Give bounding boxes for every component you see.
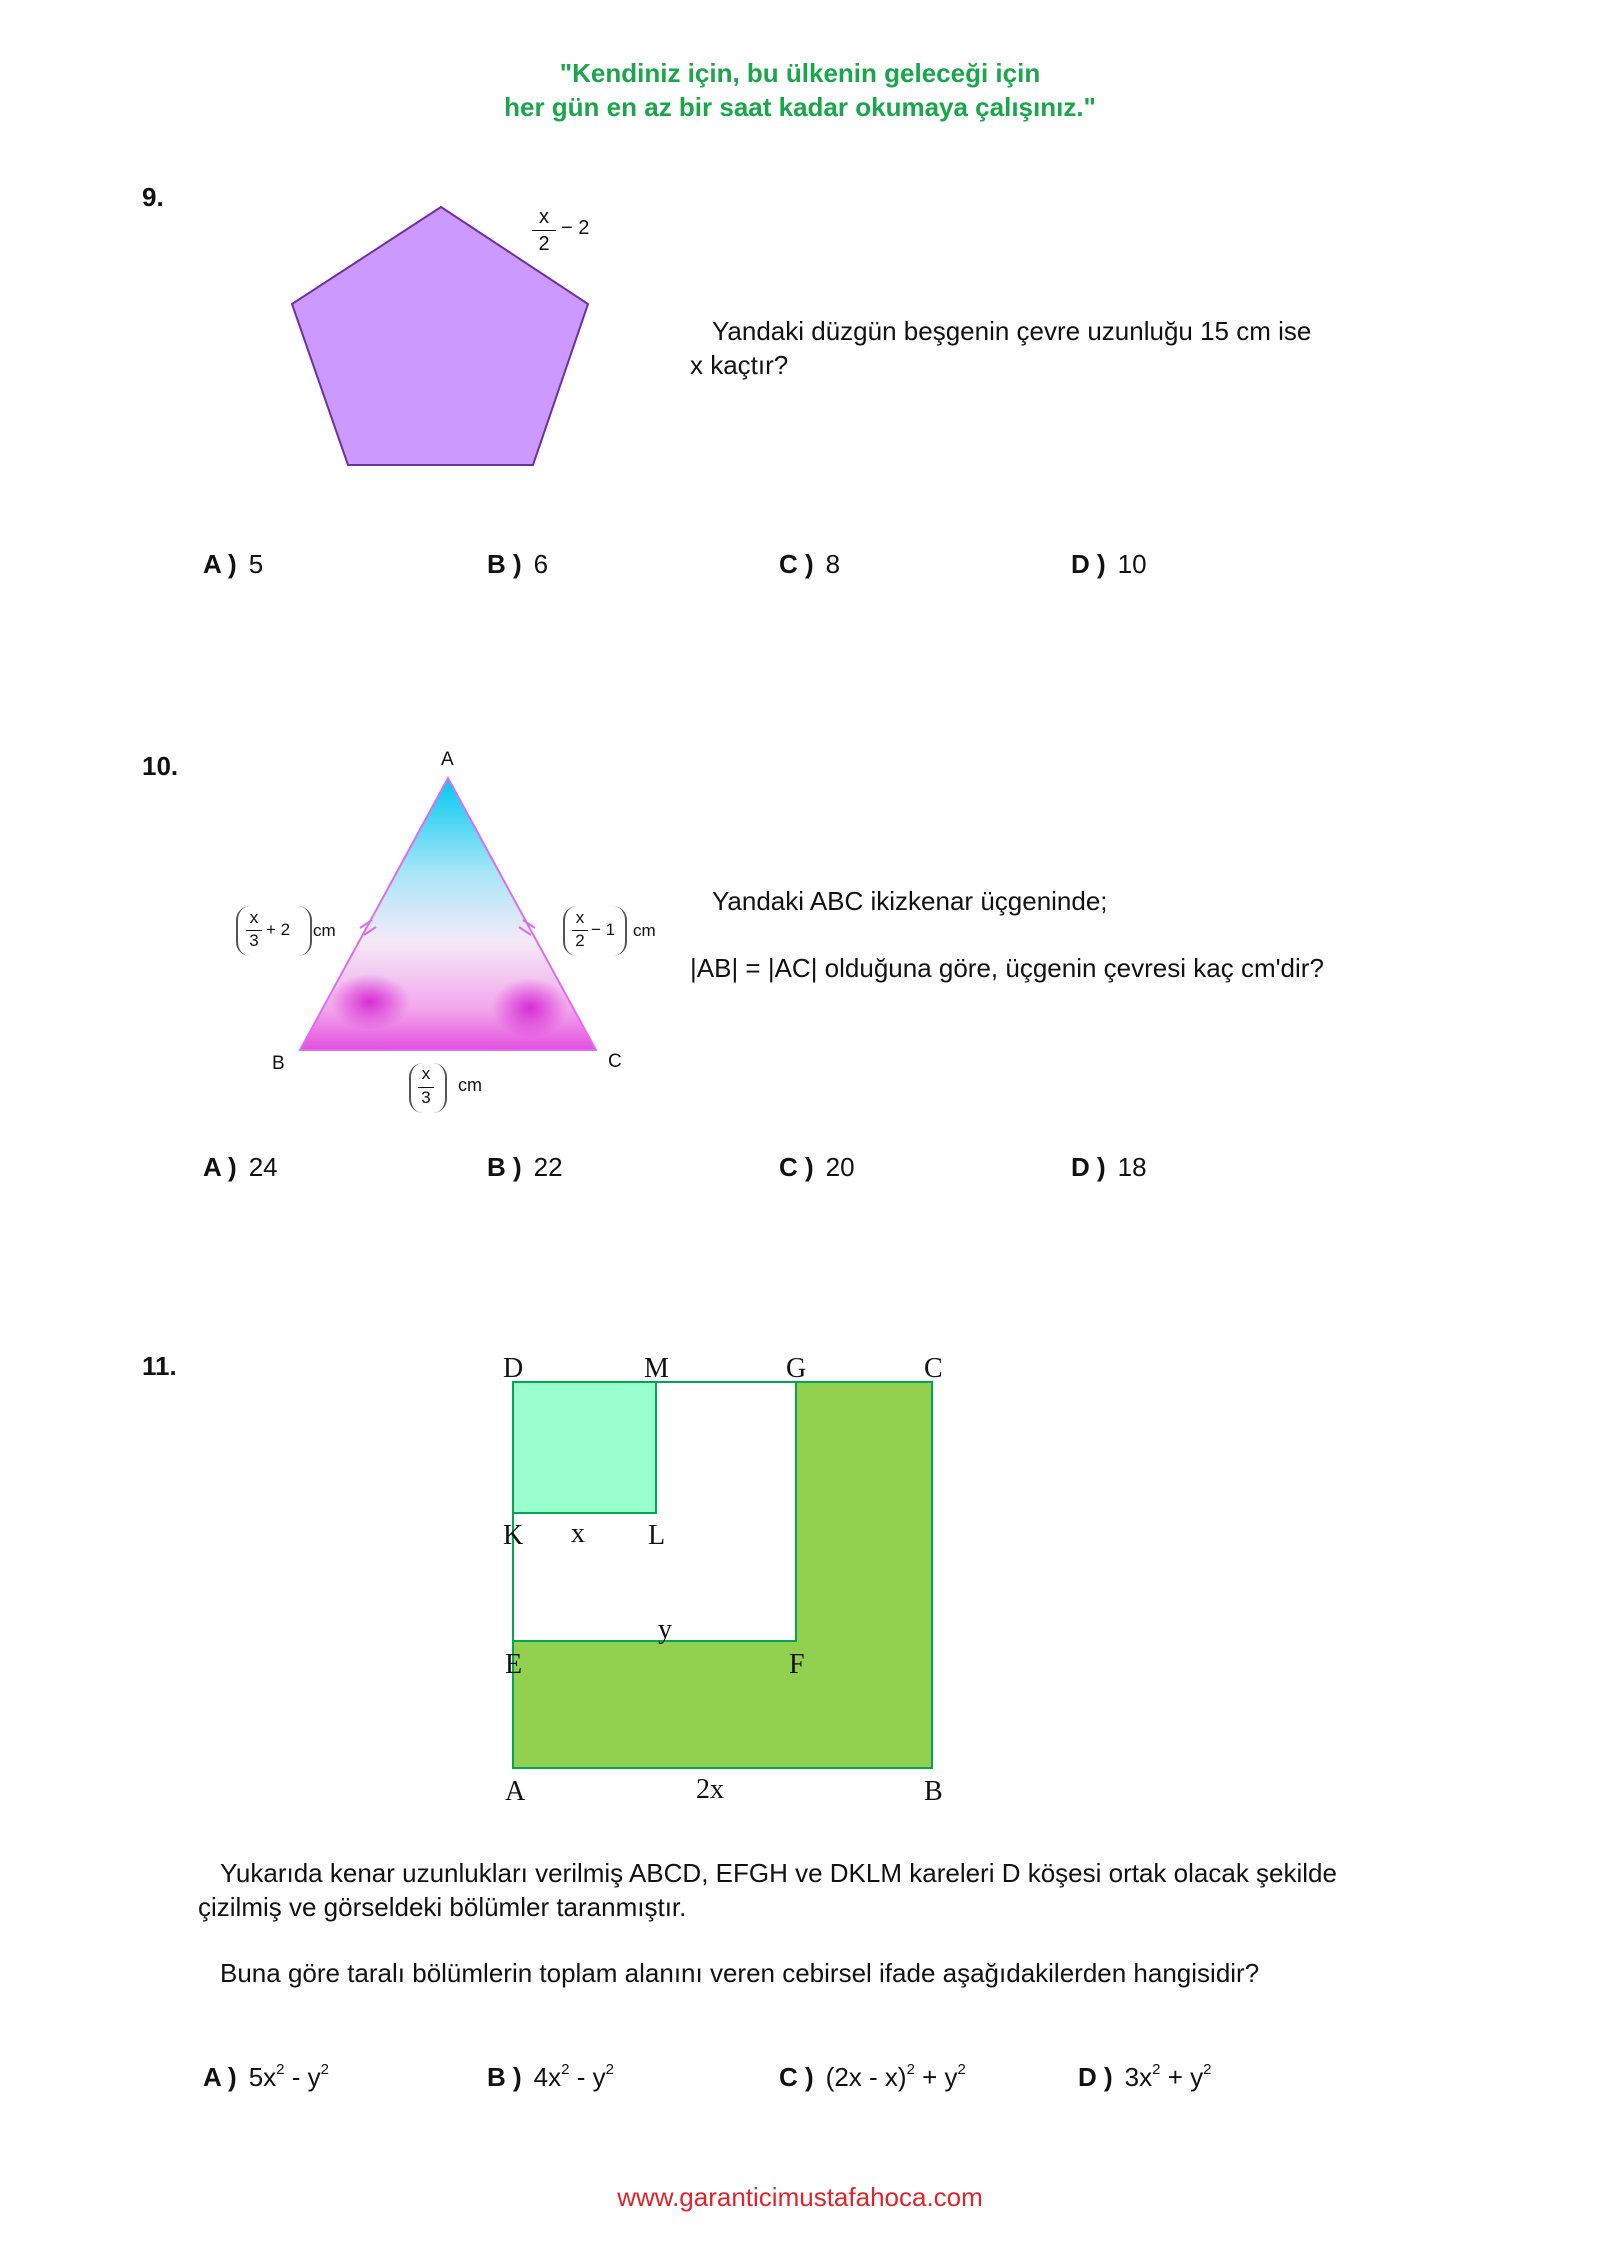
q9-option-a[interactable]: A ) 5 [203,549,264,579]
label-c: C [924,1353,943,1384]
left-label-num: x [249,908,259,927]
question-11-text-3: Buna göre taralı bölümlerin toplam alanını veren cebirsel ifade aşağıdakilerden hangisidir? [220,1958,1260,1988]
motto-line-2: her gün en az bir saat kadar okumaya çalışınız." [504,92,1096,122]
left-label-unit: cm [313,921,336,940]
label-b: B [924,1776,943,1807]
q11-option-c[interactable]: C ) $(2x - x)^2 + y^2$ [779,2061,966,2092]
vertex-c: C [608,1051,622,1072]
label-g: G [786,1353,807,1384]
squares-figure [500,1370,960,1790]
question-9-number: 9. [142,182,164,212]
right-label-den: 2 [575,931,585,950]
label-d: D [503,1353,524,1384]
vertex-a: A [441,749,454,770]
q9-option-d[interactable]: D ) 10 [1071,549,1147,579]
triangle-shade-right [492,978,568,1038]
q10-option-c[interactable]: C ) 20 [779,1152,855,1182]
motto-line-1: "Kendiniz için, bu ülkenin geleceği için [559,58,1041,88]
label-m: M [644,1353,669,1384]
right-label-num: x [575,908,585,927]
question-10-text-1: Yandaki ABC ikizkenar üçgeninde; [712,886,1108,916]
q11-option-b[interactable]: B ) $4x^2 - y^2$ [487,2061,614,2092]
vertex-b: B [272,1053,285,1074]
label-x: x [571,1518,585,1549]
left-label-den: 3 [249,931,259,950]
label-a: A [505,1776,526,1807]
pentagon-label-bar [532,230,556,231]
q10-option-b[interactable]: B ) 22 [487,1152,563,1182]
left-label-op: + 2 [266,920,291,939]
label-l: L [648,1520,666,1551]
q9-option-b[interactable]: B ) 6 [487,549,549,579]
question-9-text-2: x kaçtır? [690,350,789,380]
q11-option-a[interactable]: A ) $5x^2 - y^2$ [203,2061,329,2092]
right-label-unit: cm [633,921,656,940]
bottom-label-unit: cm [458,1075,482,1095]
q10-option-d[interactable]: D ) 18 [1071,1152,1147,1182]
pentagon-label-den: 2 [538,233,550,255]
question-10-number: 10. [142,751,179,781]
question-9-text-1: Yandaki düzgün beşgenin çevre uzunluğu 15 cm ise [712,316,1312,346]
q11-option-d[interactable]: D ) $3x^2 + y^2$ [1078,2061,1212,2092]
bottom-label-den: 3 [421,1088,431,1107]
question-10-text-2: |AB| = |AC| olduğuna göre, üçgenin çevresi kaç cm'dir? [690,953,1324,983]
label-2x: 2x [696,1774,724,1805]
label-y: y [658,1614,672,1645]
question-11-text-2: çizilmiş ve görseldeki bölümler taranmıştır. [198,1892,687,1922]
q10-option-a[interactable]: A ) 24 [203,1152,278,1182]
pentagon-label-minus: − 2 [561,217,590,239]
q9-option-c[interactable]: C ) 8 [779,549,841,579]
triangle-shade-left [330,974,410,1030]
footer-url[interactable]: www.garanticimustafahoca.com [617,2182,983,2212]
question-11-number: 11. [142,1351,177,1381]
question-11-text-1: Yukarıda kenar uzunlukları verilmiş ABCD, EFGH ve DKLM kareleri D köşesi ortak olacak şekilde [220,1858,1337,1888]
label-k: K [503,1520,524,1551]
bottom-label-num: x [421,1064,431,1083]
pentagon-label-num: x [539,206,549,228]
right-label-op: − 1 [591,920,616,939]
square-dklm [513,1382,656,1513]
label-e: E [505,1649,523,1680]
label-f: F [789,1649,805,1680]
